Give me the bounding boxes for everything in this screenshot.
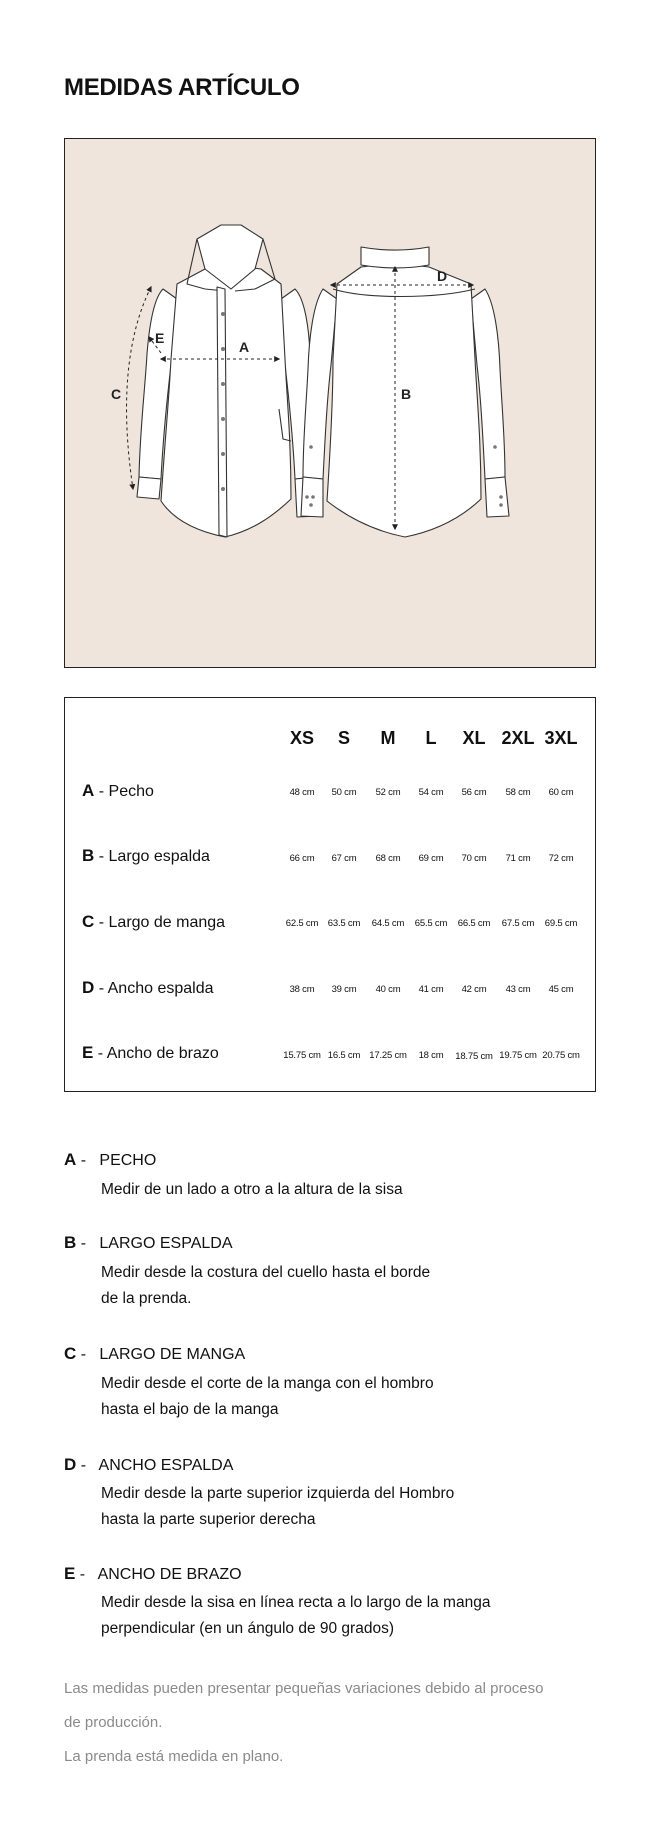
table-cell: 48 cm (289, 787, 315, 798)
table-cell: 15.75 cm (283, 1050, 321, 1061)
row-dash: - (97, 1045, 107, 1062)
desc-line: de la prenda. (101, 1290, 192, 1307)
size-header: M (380, 728, 396, 748)
row-letter: B (82, 846, 95, 865)
desc-title: LARGO DE MANGA (99, 1346, 246, 1363)
label-e: E (155, 330, 165, 346)
desc-letter: C (64, 1344, 77, 1363)
desc-dash: - (80, 1235, 95, 1252)
shirt-front (137, 225, 319, 537)
table-cell: 16.5 cm (327, 1050, 361, 1061)
label-b: B (401, 386, 412, 402)
table-cell: 70 cm (461, 853, 487, 864)
table-cell: 72 cm (548, 853, 574, 864)
desc-line: Medir desde el corte de la manga con el hombro (101, 1375, 434, 1392)
size-header: 2XL (501, 728, 535, 748)
size-header: S (337, 728, 350, 748)
row-letter: A (82, 781, 95, 800)
table-cell: 42 cm (461, 984, 487, 995)
desc-letter: B (64, 1233, 77, 1252)
description-text (101, 1481, 521, 1533)
table-row-label (82, 912, 225, 932)
table-cell: 66.5 cm (457, 918, 491, 929)
table-cell: 18 cm (418, 1050, 444, 1061)
table-cell: 18.75 cm (455, 1051, 493, 1062)
desc-dash: - (80, 1346, 95, 1363)
page-title: MEDIDAS ARTÍCULO (64, 74, 300, 101)
note-text: de producción. (64, 1714, 163, 1731)
table-cell: 65.5 cm (414, 918, 448, 929)
desc-letter: E (64, 1564, 76, 1583)
table-cell: 38 cm (289, 984, 315, 995)
table-cell: 66 cm (289, 853, 315, 864)
row-letter: C (82, 912, 95, 931)
row-dash: - (98, 783, 109, 800)
row-name: Ancho de brazo (106, 1045, 219, 1062)
description-text (101, 1590, 521, 1642)
desc-title: PECHO (99, 1152, 157, 1169)
desc-line: Medir desde la parte superior izquierda del Hombro (101, 1485, 455, 1502)
table-cell: 69 cm (418, 853, 444, 864)
table-cell: 64.5 cm (371, 918, 405, 929)
size-header: L (425, 728, 437, 748)
size-table (64, 697, 596, 1092)
desc-line: hasta el bajo de la manga (101, 1401, 279, 1418)
table-cell: 58 cm (505, 787, 531, 798)
description-heading (64, 1233, 233, 1253)
row-name: Largo espalda (108, 848, 210, 865)
table-cell: 19.75 cm (499, 1050, 537, 1061)
table-cell: 71 cm (505, 853, 531, 864)
row-name: Ancho espalda (107, 980, 214, 997)
shirt-illustration (65, 139, 597, 669)
label-a: A (239, 339, 250, 355)
table-cell: 63.5 cm (327, 918, 361, 929)
table-cell: 67.5 cm (501, 918, 535, 929)
table-row-label (82, 1043, 219, 1063)
desc-line: Medir de un lado a otro a la altura de la sisa (101, 1181, 403, 1198)
table-cell: 50 cm (331, 787, 357, 798)
desc-dash: - (80, 1457, 95, 1474)
table-cell: 67 cm (331, 853, 357, 864)
table-cell: 43 cm (505, 984, 531, 995)
label-d: D (437, 268, 448, 284)
table-cell: 17.25 cm (369, 1050, 407, 1061)
description-heading (64, 1150, 156, 1170)
description-heading (64, 1344, 245, 1364)
label-c: C (111, 386, 122, 402)
row-dash: - (98, 848, 109, 865)
desc-letter: D (64, 1455, 77, 1474)
description-text (101, 1371, 521, 1423)
desc-line: perpendicular (en un ángulo de 90 grados) (101, 1620, 394, 1637)
desc-title: LARGO ESPALDA (99, 1235, 233, 1252)
row-letter: E (82, 1043, 94, 1062)
row-name: Largo de manga (108, 914, 226, 931)
row-name: Pecho (108, 783, 154, 800)
size-header: XS (289, 728, 314, 748)
table-cell: 40 cm (375, 984, 401, 995)
desc-title: ANCHO ESPALDA (98, 1457, 234, 1474)
table-cell: 45 cm (548, 984, 574, 995)
table-cell: 52 cm (375, 787, 401, 798)
table-cell: 56 cm (461, 787, 487, 798)
table-cell: 62.5 cm (285, 918, 319, 929)
table-cell: 20.75 cm (542, 1050, 580, 1061)
desc-letter: A (64, 1150, 77, 1169)
table-cell: 60 cm (548, 787, 574, 798)
desc-line: Medir desde la costura del cuello hasta el borde (101, 1264, 431, 1281)
table-cell: 41 cm (418, 984, 444, 995)
row-letter: D (82, 978, 95, 997)
row-dash: - (98, 980, 108, 997)
desc-line: Medir desde la sisa en línea recta a lo largo de la manga (101, 1594, 491, 1611)
table-cell: 69.5 cm (544, 918, 578, 929)
description-heading (64, 1455, 233, 1475)
table-row-label (82, 846, 210, 866)
desc-dash: - (80, 1152, 95, 1169)
description-text (101, 1177, 521, 1203)
size-header: 3XL (544, 728, 578, 748)
desc-title: ANCHO DE BRAZO (97, 1566, 242, 1583)
table-cell: 39 cm (331, 984, 357, 995)
row-dash: - (98, 914, 109, 931)
size-header: XL (462, 728, 486, 748)
table-row-label (82, 978, 213, 998)
description-text (101, 1260, 521, 1312)
description-heading (64, 1564, 242, 1584)
desc-line: hasta la parte superior derecha (101, 1511, 316, 1528)
garment-diagram (64, 138, 596, 668)
note-text: La prenda está medida en plano. (64, 1748, 284, 1765)
note-text: Las medidas pueden presentar pequeñas variaciones debido al proceso (64, 1680, 544, 1697)
desc-dash: - (79, 1566, 95, 1583)
table-cell: 68 cm (375, 853, 401, 864)
table-row-label (82, 781, 154, 801)
table-cell: 54 cm (418, 787, 444, 798)
